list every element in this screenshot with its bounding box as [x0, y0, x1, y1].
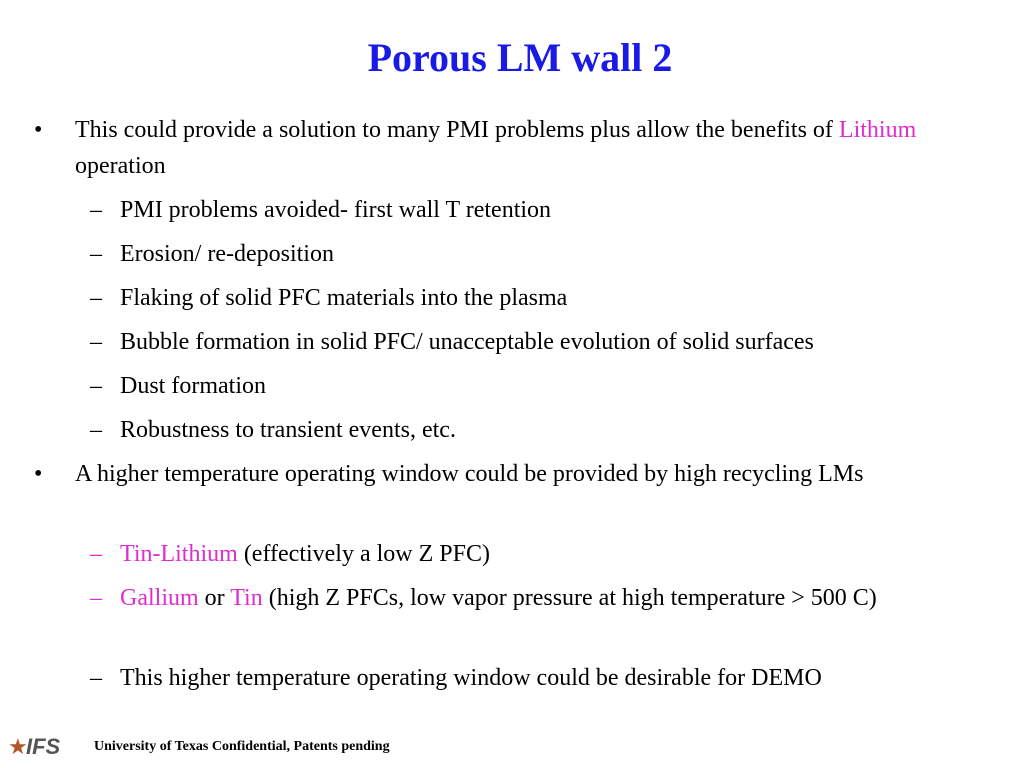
footer-text: University of Texas Confidential, Patents pending	[94, 739, 390, 754]
sub-item-text-part: (high Z PFCs, low vapor pressure at high temperature > 500 C)	[262, 585, 877, 611]
highlight-term: Tin-Lithium	[120, 541, 238, 567]
highlight-term: Lithium	[838, 117, 917, 143]
bullet-marker: •	[34, 117, 43, 143]
sub-item-text: Robustness to transient events, etc.	[120, 417, 456, 443]
bullet-text-part: operation	[75, 153, 166, 179]
dash-marker: –	[90, 373, 102, 399]
dash-marker: –	[90, 329, 102, 355]
sub-item-text-part: (effectively a low Z PFC)	[237, 541, 490, 567]
bullet-text: A higher temperature operating window could be provided by high recycling LMs	[75, 461, 864, 487]
highlight-term: Gallium	[120, 585, 199, 611]
slide-title: Porous LM wall 2	[367, 35, 673, 80]
sub-item-text	[120, 580, 950, 616]
bullet-marker: •	[34, 461, 43, 487]
sub-item-text: This higher temperature operating window could be desirable for DEMO	[120, 665, 822, 691]
sub-item-text: Dust formation	[120, 373, 266, 399]
bullet-text	[75, 112, 995, 184]
sub-item-text	[120, 536, 980, 572]
bullet-text-part: This could provide a solution to many PMI problems plus allow the benefits of	[75, 117, 839, 143]
dash-marker: –	[90, 197, 102, 223]
dash-marker: –	[90, 285, 102, 311]
dash-marker: –	[90, 241, 102, 267]
slide-footer	[8, 734, 608, 760]
sub-item-text: Flaking of solid PFC materials into the plasma	[120, 285, 568, 311]
ifs-logo: IFS	[26, 734, 61, 759]
sub-item-text: Bubble formation in solid PFC/ unacceptable evolution of solid surfaces	[120, 329, 814, 355]
sub-item-text: PMI problems avoided- first wall T retention	[120, 197, 552, 223]
sub-item-text: Erosion/ re-deposition	[120, 241, 334, 267]
dash-marker: –	[90, 585, 102, 611]
dash-marker: –	[90, 665, 102, 691]
highlight-term: Tin	[230, 585, 263, 611]
dash-marker: –	[90, 417, 102, 443]
dash-marker: –	[90, 541, 102, 567]
sub-item-text-part: or	[198, 585, 231, 611]
star-icon: ★	[8, 734, 28, 759]
